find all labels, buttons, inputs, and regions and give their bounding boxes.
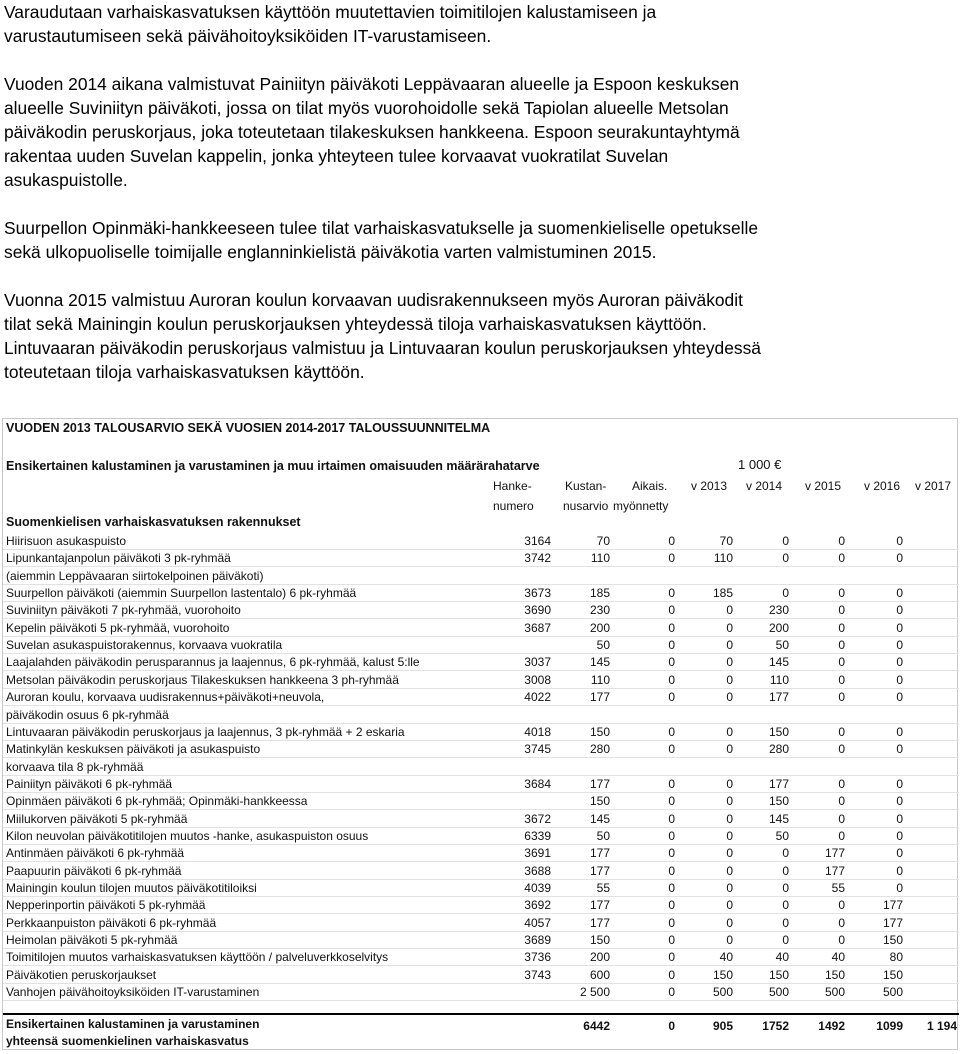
cell-v2013: 185 [712, 586, 733, 601]
col-header-hanke: Hanke- [493, 479, 532, 493]
cell-v2015: 0 [838, 828, 845, 843]
table-row [3, 532, 959, 550]
cell-kustannusarvio: 230 [589, 603, 610, 618]
total-kustannusarvio: 6442 [583, 1019, 610, 1033]
cell-kustannusarvio: 50 [596, 828, 610, 843]
cell-v2015: 0 [838, 655, 845, 670]
row-label: Suvelan asukaspuistorakennus, korvaava vuokratila [6, 638, 283, 653]
table-row [3, 671, 959, 689]
cell-v2014: 145 [768, 655, 789, 670]
table-row [3, 688, 959, 706]
row-label: Kilon neuvolan päiväkotitilojen muutos -hanke, asukaspuiston osuus [6, 828, 369, 843]
cell-v2015: 0 [838, 586, 845, 601]
cell-v2016: 0 [896, 881, 903, 895]
row-label: Heimolan päiväkoti 5 pk-ryhmää [6, 933, 178, 948]
cell-kustannusarvio: 150 [589, 794, 610, 809]
row-label: Matinkylän keskuksen päiväkoti ja asukaspuisto [6, 742, 261, 757]
table-row [3, 792, 959, 810]
cell-v2016: 0 [896, 638, 903, 653]
cell-v2016: 500 [882, 985, 903, 1000]
col-header-2014: v 2014 [746, 479, 783, 493]
cell-aikaisemmin-myonnetty: 0 [668, 620, 675, 635]
cell-kustannusarvio: 177 [589, 898, 610, 913]
cell-v2015: 0 [838, 915, 845, 930]
cell-v2014: 0 [782, 898, 789, 913]
cell-v2016: 0 [896, 776, 903, 791]
cell-kustannusarvio: 177 [589, 776, 610, 791]
cell-v2016: 0 [896, 551, 903, 566]
row-label: Kepelin päiväkoti 5 pk-ryhmää, vuorohoito [6, 620, 230, 635]
cell-v2013: 0 [726, 620, 733, 635]
paragraph-line: sekä ulkopuoliselle toimijalle englanninkielistä päiväkotia varten valmistuminen 2015. [4, 242, 657, 262]
cell-hankenumero: 3689 [524, 933, 551, 948]
cell-kustannusarvio: 177 [589, 915, 610, 930]
cell-v2016: 0 [896, 655, 903, 670]
total-aikaisemmin-myonnetty: 0 [668, 1019, 675, 1033]
table-row [3, 914, 959, 932]
cell-v2013: 0 [726, 690, 733, 705]
cell-v2014: 280 [768, 742, 789, 757]
cell-aikaisemmin-myonnetty: 0 [668, 534, 675, 548]
cell-v2015: 500 [824, 985, 845, 1000]
total-v2015: 1492 [818, 1019, 845, 1033]
cell-v2014: 0 [782, 933, 789, 948]
cell-kustannusarvio: 110 [590, 672, 610, 687]
table-row [3, 584, 959, 602]
cell-v2015: 0 [838, 620, 845, 635]
table-row [3, 983, 959, 1001]
cell-v2016: 80 [889, 950, 903, 965]
row-label: Mainingin koulun tilojen muutos päiväkotitiloiksi [6, 881, 257, 895]
paragraph-line: alueelle Suviniityn päiväkoti, jossa on tilat myös vuorohoidolle sekä Tapiolan alueelle Metsolan [4, 98, 729, 118]
row-label: Perkkaanpuiston päiväkoti 6 pk-ryhmää [6, 915, 217, 930]
cell-aikaisemmin-myonnetty: 0 [668, 672, 675, 687]
col-header-kustannusarvio: Kustan- [565, 479, 607, 493]
cell-v2014: 0 [782, 551, 789, 566]
cell-v2013: 110 [713, 551, 733, 566]
cell-hankenumero: 3164 [524, 534, 551, 548]
cell-v2014: 145 [768, 811, 789, 826]
row-label: Vanhojen päivähoitoyksiköiden IT-varustaminen [6, 985, 260, 1000]
cell-v2015: 0 [838, 776, 845, 791]
table-row [3, 775, 959, 793]
cell-kustannusarvio: 177 [589, 846, 610, 861]
paragraph [4, 0, 956, 48]
cell-v2015: 0 [838, 794, 845, 809]
cell-aikaisemmin-myonnetty: 0 [668, 933, 675, 948]
cell-v2015: 0 [838, 534, 845, 548]
paragraph-line: rakentaa uuden Suvelan kappelin, jonka yhteyteen tulee korvaavat vuokratilat Suvelan [4, 146, 669, 166]
cell-kustannusarvio: 600 [589, 967, 610, 982]
cell-v2016: 0 [896, 742, 903, 757]
row-label: Hiirisuon asukaspuisto [6, 534, 127, 548]
cell-hankenumero: 3037 [524, 655, 551, 670]
cell-v2016: 0 [896, 603, 903, 618]
cell-v2016: 150 [882, 933, 903, 948]
cell-aikaisemmin-myonnetty: 0 [668, 655, 675, 670]
cell-v2014: 110 [769, 672, 789, 687]
cell-aikaisemmin-myonnetty: 0 [668, 724, 675, 739]
table-row [3, 758, 959, 776]
table-row [3, 653, 959, 671]
cell-v2014: 0 [782, 863, 789, 878]
cell-v2015: 0 [838, 603, 845, 618]
cell-v2013: 0 [726, 603, 733, 618]
col-header-aikaisemmin: Aikais. [632, 479, 668, 493]
row-label: Päiväkotien peruskorjaukset [6, 967, 157, 982]
row-label: Toimitilojen muutos varhaiskasvatuksen käyttöön / palveluverkkoselvitys [6, 950, 389, 965]
cell-v2013: 0 [726, 742, 733, 757]
cell-v2016: 0 [896, 672, 903, 687]
cell-v2016: 0 [896, 811, 903, 826]
cell-hankenumero: 3742 [524, 551, 551, 566]
table-row [3, 879, 959, 897]
budget-unit: 1 000 € [738, 457, 782, 472]
cell-aikaisemmin-myonnetty: 0 [668, 794, 675, 809]
cell-aikaisemmin-myonnetty: 0 [668, 551, 675, 566]
cell-v2016: 0 [896, 534, 903, 548]
cell-aikaisemmin-myonnetty: 0 [668, 898, 675, 913]
cell-v2015: 55 [831, 881, 845, 895]
paragraph-line: Vuoden 2014 aikana valmistuvat Painiityn päiväkoti Leppävaaran alueelle ja Espoon keskuksen [4, 74, 740, 94]
row-label: Metsolan päiväkodin peruskorjaus Tilakeskuksen hankkeena 3 ph-ryhmää [6, 672, 399, 687]
table-row [3, 862, 959, 880]
col-header-aikaisemmin-2: myönnetty [613, 499, 669, 513]
intro-text [4, 0, 956, 384]
cell-hankenumero: 3673 [524, 586, 551, 601]
cell-v2014: 177 [768, 690, 789, 705]
cell-kustannusarvio: 150 [589, 724, 610, 739]
table-row [3, 948, 959, 966]
cell-aikaisemmin-myonnetty: 0 [668, 950, 675, 965]
cell-aikaisemmin-myonnetty: 0 [668, 690, 675, 705]
cell-aikaisemmin-myonnetty: 0 [668, 603, 675, 618]
cell-hankenumero: 3008 [524, 672, 551, 687]
cell-v2014: 50 [775, 638, 789, 653]
cell-hankenumero: 3687 [524, 620, 551, 635]
total-v2017: 1 194 [926, 1019, 957, 1033]
row-label: Lintuvaaran päiväkodin peruskorjaus ja laajennus, 3 pk-ryhmää + 2 eskaria [6, 724, 405, 739]
cell-v2014: 150 [768, 967, 789, 982]
total-label-2: yhteensä suomenkielinen varhaiskasvatus [6, 1034, 249, 1048]
table-row [3, 844, 959, 862]
cell-v2016: 0 [896, 586, 903, 601]
table-subtitle: Ensikertainen kalustaminen ja varustaminen ja muu irtaimen omaisuuden määrärahatarve [6, 459, 540, 473]
cell-v2015: 0 [838, 551, 845, 566]
cell-aikaisemmin-myonnetty: 0 [668, 881, 675, 895]
cell-v2013: 0 [726, 881, 733, 895]
cell-v2016: 0 [896, 846, 903, 861]
table-row [3, 636, 959, 654]
cell-hankenumero: 3688 [524, 863, 551, 878]
table-row [3, 931, 959, 949]
row-label: Suviniityn päiväkoti 7 pk-ryhmää, vuorohoito [6, 603, 241, 618]
cell-v2014: 0 [782, 915, 789, 930]
cell-aikaisemmin-myonnetty: 0 [668, 742, 675, 757]
cell-aikaisemmin-myonnetty: 0 [668, 811, 675, 826]
col-header-2017: v 2017 [915, 479, 952, 493]
row-label: päiväkodin osuus 6 pk-ryhmää [6, 707, 169, 722]
cell-kustannusarvio: 70 [596, 534, 610, 548]
cell-v2013: 0 [726, 828, 733, 843]
cell-v2015: 150 [824, 967, 845, 982]
col-header-hanke-2: numero [493, 499, 534, 513]
cell-v2014: 150 [768, 794, 789, 809]
cell-v2013: 0 [726, 811, 733, 826]
row-label: Lipunkantajanpolun päiväkoti 3 pk-ryhmää [6, 551, 231, 566]
budget-table [2, 418, 958, 1050]
total-label: Ensikertainen kalustaminen ja varustaminen [6, 1017, 260, 1031]
table-row [3, 706, 959, 724]
paragraph-line: asukaspuistolle. [4, 170, 128, 190]
cell-v2016: 0 [896, 794, 903, 809]
total-row [3, 1013, 959, 1049]
cell-hankenumero: 3690 [524, 603, 551, 618]
cell-kustannusarvio: 200 [589, 620, 610, 635]
paragraph [4, 216, 956, 264]
cell-v2014: 230 [768, 603, 789, 618]
cell-v2014: 0 [782, 846, 789, 861]
cell-v2014: 177 [768, 776, 789, 791]
cell-kustannusarvio: 2 500 [579, 985, 610, 1000]
cell-v2015: 0 [838, 898, 845, 913]
paragraph-line: varustautumiseen sekä päivähoitoyksiköiden IT-varustamiseen. [4, 26, 492, 46]
cell-hankenumero: 4057 [524, 915, 551, 930]
cell-hankenumero: 3691 [524, 846, 551, 861]
row-label: (aiemmin Leppävaaran siirtokelpoinen päiväkoti) [6, 568, 264, 583]
cell-v2013: 0 [726, 655, 733, 670]
row-label: Painiityn päiväkoti 6 pk-ryhmää [6, 776, 173, 791]
cell-kustannusarvio: 177 [589, 863, 610, 878]
row-label: korvaava tila 8 pk-ryhmää [6, 759, 144, 774]
row-label: Laajalahden päiväkodin perusparannus ja laajennus, 6 pk-ryhmää, kalust 5:lle [6, 655, 420, 670]
col-header-2015: v 2015 [805, 479, 842, 493]
cell-aikaisemmin-myonnetty: 0 [668, 967, 675, 982]
cell-v2015: 0 [838, 811, 845, 826]
cell-hankenumero: 3684 [524, 776, 551, 791]
cell-kustannusarvio: 280 [589, 742, 610, 757]
cell-kustannusarvio: 55 [596, 881, 610, 895]
row-label: Nepperinportin päiväkoti 5 pk-ryhmää [6, 898, 206, 913]
cell-v2014: 0 [782, 881, 789, 895]
row-label: Antinmäen päiväkoti 6 pk-ryhmää [6, 846, 185, 861]
col-header-2013: v 2013 [691, 479, 728, 493]
col-header-kustannusarvio-2: nusarvio [563, 499, 609, 513]
cell-v2013: 150 [712, 967, 733, 982]
table-row [3, 601, 959, 619]
table-row [3, 619, 959, 637]
cell-v2013: 0 [726, 776, 733, 791]
cell-v2016: 177 [882, 915, 903, 930]
paragraph [4, 288, 956, 384]
cell-hankenumero: 3745 [524, 742, 551, 757]
total-v2016: 1099 [876, 1019, 903, 1033]
cell-hankenumero: 6339 [524, 828, 551, 843]
cell-v2014: 50 [775, 828, 789, 843]
cell-v2015: 177 [824, 846, 845, 861]
cell-v2015: 0 [838, 933, 845, 948]
row-label: Paapuurin päiväkoti 6 pk-ryhmää [6, 863, 182, 878]
cell-v2014: 0 [782, 534, 789, 548]
cell-v2013: 40 [719, 950, 733, 965]
table-title: VUODEN 2013 TALOUSARVIO SEKÄ VUOSIEN 2014-2017 TALOUSSUUNNITELMA [6, 421, 491, 435]
cell-v2014: 40 [775, 950, 789, 965]
cell-kustannusarvio: 200 [589, 950, 610, 965]
cell-kustannusarvio: 145 [589, 655, 610, 670]
table-row [3, 723, 959, 741]
table-row [3, 827, 959, 845]
cell-v2016: 150 [882, 967, 903, 982]
table-row [3, 740, 959, 758]
table-row [3, 896, 959, 914]
paragraph [4, 72, 956, 192]
paragraph-line: Varaudutaan varhaiskasvatuksen käyttöön muutettavien toimitilojen kalustamiseen ja [4, 2, 657, 22]
cell-v2013: 0 [726, 933, 733, 948]
cell-v2015: 0 [838, 672, 845, 687]
row-label: Miilukorven päiväkoti 5 pk-ryhmää [6, 811, 188, 826]
row-label: Opinmäen päiväkoti 6 pk-ryhmää; Opinmäki-hankkeessa [6, 794, 308, 809]
cell-v2015: 177 [824, 863, 845, 878]
cell-v2016: 0 [896, 724, 903, 739]
row-label: Auroran koulu, korvaava uudisrakennus+päiväkoti+neuvola, [6, 690, 325, 705]
cell-v2014: 0 [782, 586, 789, 601]
cell-v2016: 0 [896, 863, 903, 878]
cell-v2013: 0 [726, 898, 733, 913]
paragraph-line: Lintuvaaran päiväkodin peruskorjaus valmistuu ja Lintuvaaran koulun peruskorjauksen yhteydessä [4, 338, 761, 358]
cell-aikaisemmin-myonnetty: 0 [668, 586, 675, 601]
table-row [3, 567, 959, 585]
cell-v2014: 500 [768, 985, 789, 1000]
total-v2013: 905 [712, 1019, 733, 1033]
cell-v2013: 0 [726, 863, 733, 878]
cell-v2015: 40 [831, 950, 845, 965]
cell-v2013: 70 [719, 534, 733, 548]
cell-kustannusarvio: 145 [589, 811, 610, 826]
cell-hankenumero: 4022 [524, 690, 551, 705]
cell-aikaisemmin-myonnetty: 0 [668, 828, 675, 843]
cell-v2013: 0 [726, 638, 733, 653]
table-row [3, 966, 959, 984]
row-label: Suurpellon päiväkoti (aiemmin Suurpellon lastentalo) 6 pk-ryhmää [6, 586, 357, 601]
cell-hankenumero: 3692 [524, 898, 551, 913]
table-row [3, 549, 959, 567]
cell-aikaisemmin-myonnetty: 0 [668, 915, 675, 930]
paragraph-line: tilat sekä Mainingin koulun peruskorjauksen yhteydessä tiloja varhaiskasvatuksen käyttöön. [4, 314, 707, 334]
paragraph-line: Suurpellon Opinmäki-hankkeeseen tulee tilat varhaiskasvatukselle ja suomenkieliselle opetukselle [4, 218, 759, 238]
cell-kustannusarvio: 150 [589, 933, 610, 948]
cell-hankenumero: 3743 [524, 967, 551, 982]
cell-kustannusarvio: 185 [589, 586, 610, 601]
cell-v2013: 0 [726, 724, 733, 739]
col-header-2016: v 2016 [864, 479, 901, 493]
cell-hankenumero: 4039 [524, 881, 551, 895]
cell-v2014: 150 [768, 724, 789, 739]
cell-v2016: 0 [896, 620, 903, 635]
cell-v2015: 0 [838, 724, 845, 739]
cell-v2013: 0 [726, 915, 733, 930]
section-title: Suomenkielisen varhaiskasvatuksen rakennukset [6, 515, 301, 529]
cell-v2016: 177 [882, 898, 903, 913]
cell-hankenumero: 4018 [524, 724, 551, 739]
paragraph-line: Vuonna 2015 valmistuu Auroran koulun korvaavan uudisrakennukseen myös Auroran päiväkodit [4, 290, 743, 310]
cell-v2013: 500 [712, 985, 733, 1000]
cell-hankenumero: 3736 [524, 950, 551, 965]
cell-v2015: 0 [838, 638, 845, 653]
cell-aikaisemmin-myonnetty: 0 [668, 776, 675, 791]
cell-aikaisemmin-myonnetty: 0 [668, 638, 675, 653]
cell-aikaisemmin-myonnetty: 0 [668, 985, 675, 1000]
cell-hankenumero: 3672 [524, 811, 551, 826]
paragraph-line: toteutetaan tiloja varhaiskasvatuksen käyttöön. [4, 362, 365, 382]
cell-kustannusarvio: 177 [589, 690, 610, 705]
cell-kustannusarvio: 110 [590, 551, 610, 566]
cell-kustannusarvio: 50 [596, 638, 610, 653]
table-row [3, 810, 959, 828]
cell-v2013: 0 [726, 794, 733, 809]
cell-v2013: 0 [726, 672, 733, 687]
cell-v2016: 0 [896, 828, 903, 843]
paragraph-line: päiväkodin peruskorjaus, joka toteutetaan tilakeskuksen hankkeena. Espoon seurakuntayhtymä [4, 122, 740, 142]
cell-aikaisemmin-myonnetty: 0 [668, 846, 675, 861]
cell-aikaisemmin-myonnetty: 0 [668, 863, 675, 878]
cell-v2014: 200 [768, 620, 789, 635]
cell-v2016: 0 [896, 690, 903, 705]
cell-v2015: 0 [838, 742, 845, 757]
cell-v2015: 0 [838, 690, 845, 705]
total-v2014: 1752 [762, 1019, 789, 1033]
cell-v2013: 0 [726, 846, 733, 861]
